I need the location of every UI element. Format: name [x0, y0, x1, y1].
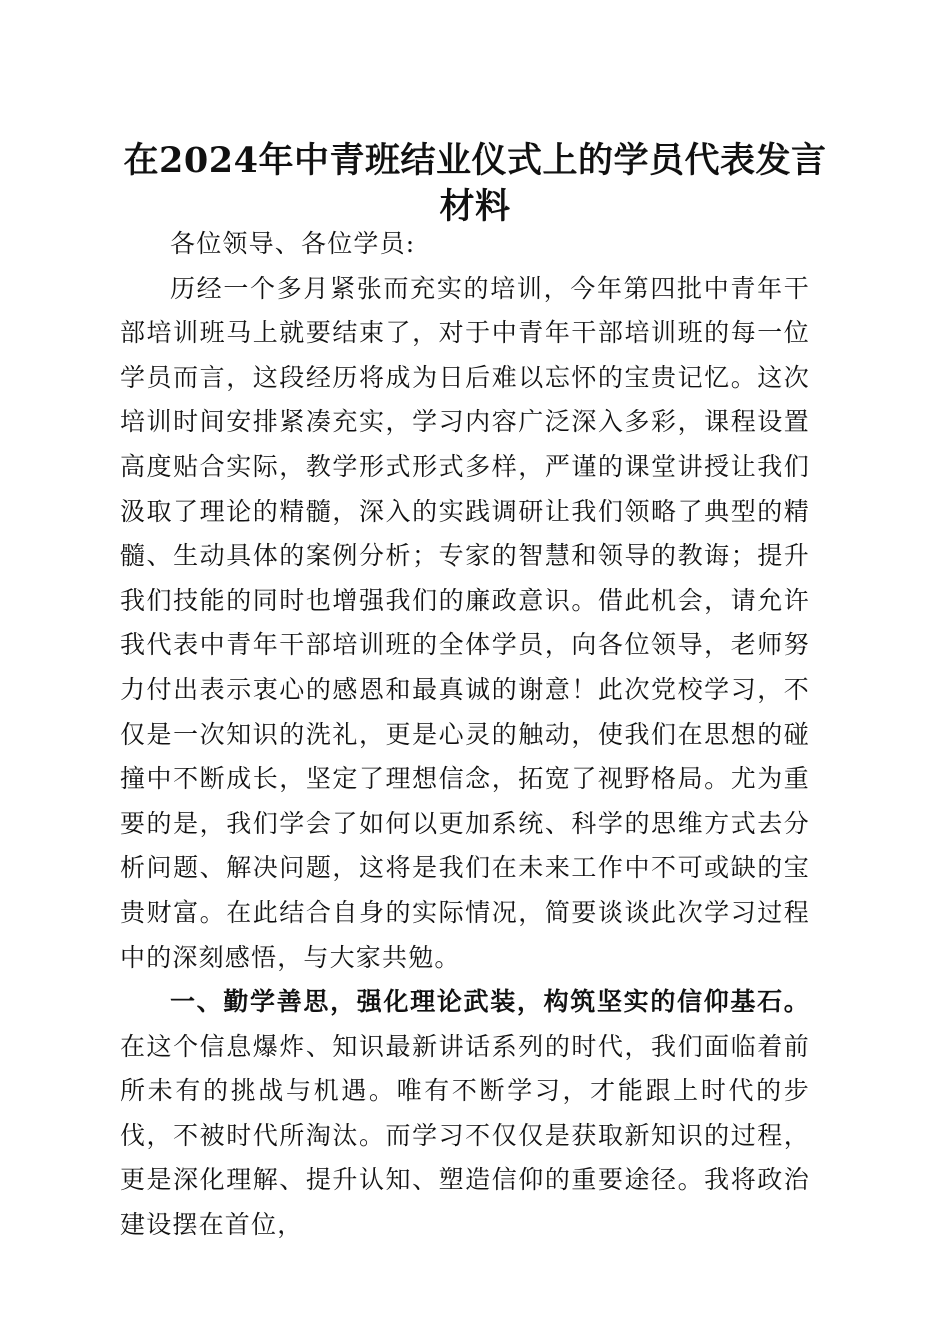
document-title: 在2024年中青班结业仪式上的学员代表发言材料 [123, 140, 827, 227]
section-heading-one: 一、勤学善思，强化理论武装，构筑坚实的信仰基石。 [170, 987, 810, 1017]
document-body [120, 222, 810, 1248]
paragraph-section-one [120, 980, 810, 1248]
salutation: 各位领导、各位学员: [170, 229, 416, 258]
paragraph-intro: 历经一个多月紧张而充实的培训，今年第四批中青年干部培训班马上就要结束了，对于中青年干部培训班的每一位学员而言，这段经历将成为日后难以忘怀的宝贵记忆。这次培训时间安排紧凑充实，学习内容广泛深入多彩，课程设置高度贴合实际，教学形式形式多样，严谨的课堂讲授让我们汲取了理论的精髓，深入的实践调研让我们领略了典型的精髓、生动具体的案例分析；专家的智慧和领导的教诲；提升我们技能的同时也增强我们的廉政意识。借此机会，请允许我代表中青年干部培训班的全体学员，向各位领导，老师努力付出表示衷心的感恩和最真诚的谢意！此次党校学习，不仅是一次知识的洗礼，更是心灵的触动，使我们在思想的碰撞中不断成长，坚定了理想信念，拓宽了视野格局。尤为重要的是，我们学会了如何以更加系统、科学的思维方式去分析问题、解决问题，这将是我们在未来工作中不可或缺的宝贵财富。在此结合自身的实际情况，简要谈谈此次学习过程中的深刻感悟，与大家共勉。 [120, 273, 810, 972]
section-one-text: 在这个信息爆炸、知识最新讲话系列的时代，我们面临着前所未有的挑战与机遇。唯有不断学习，才能跟上时代的步伐，不被时代所淘汰。而学习不仅仅是获取新知识的过程，更是深化理解、提升认知、塑造信仰的重要途径。我将政治建设摆在首位， [120, 1031, 810, 1240]
